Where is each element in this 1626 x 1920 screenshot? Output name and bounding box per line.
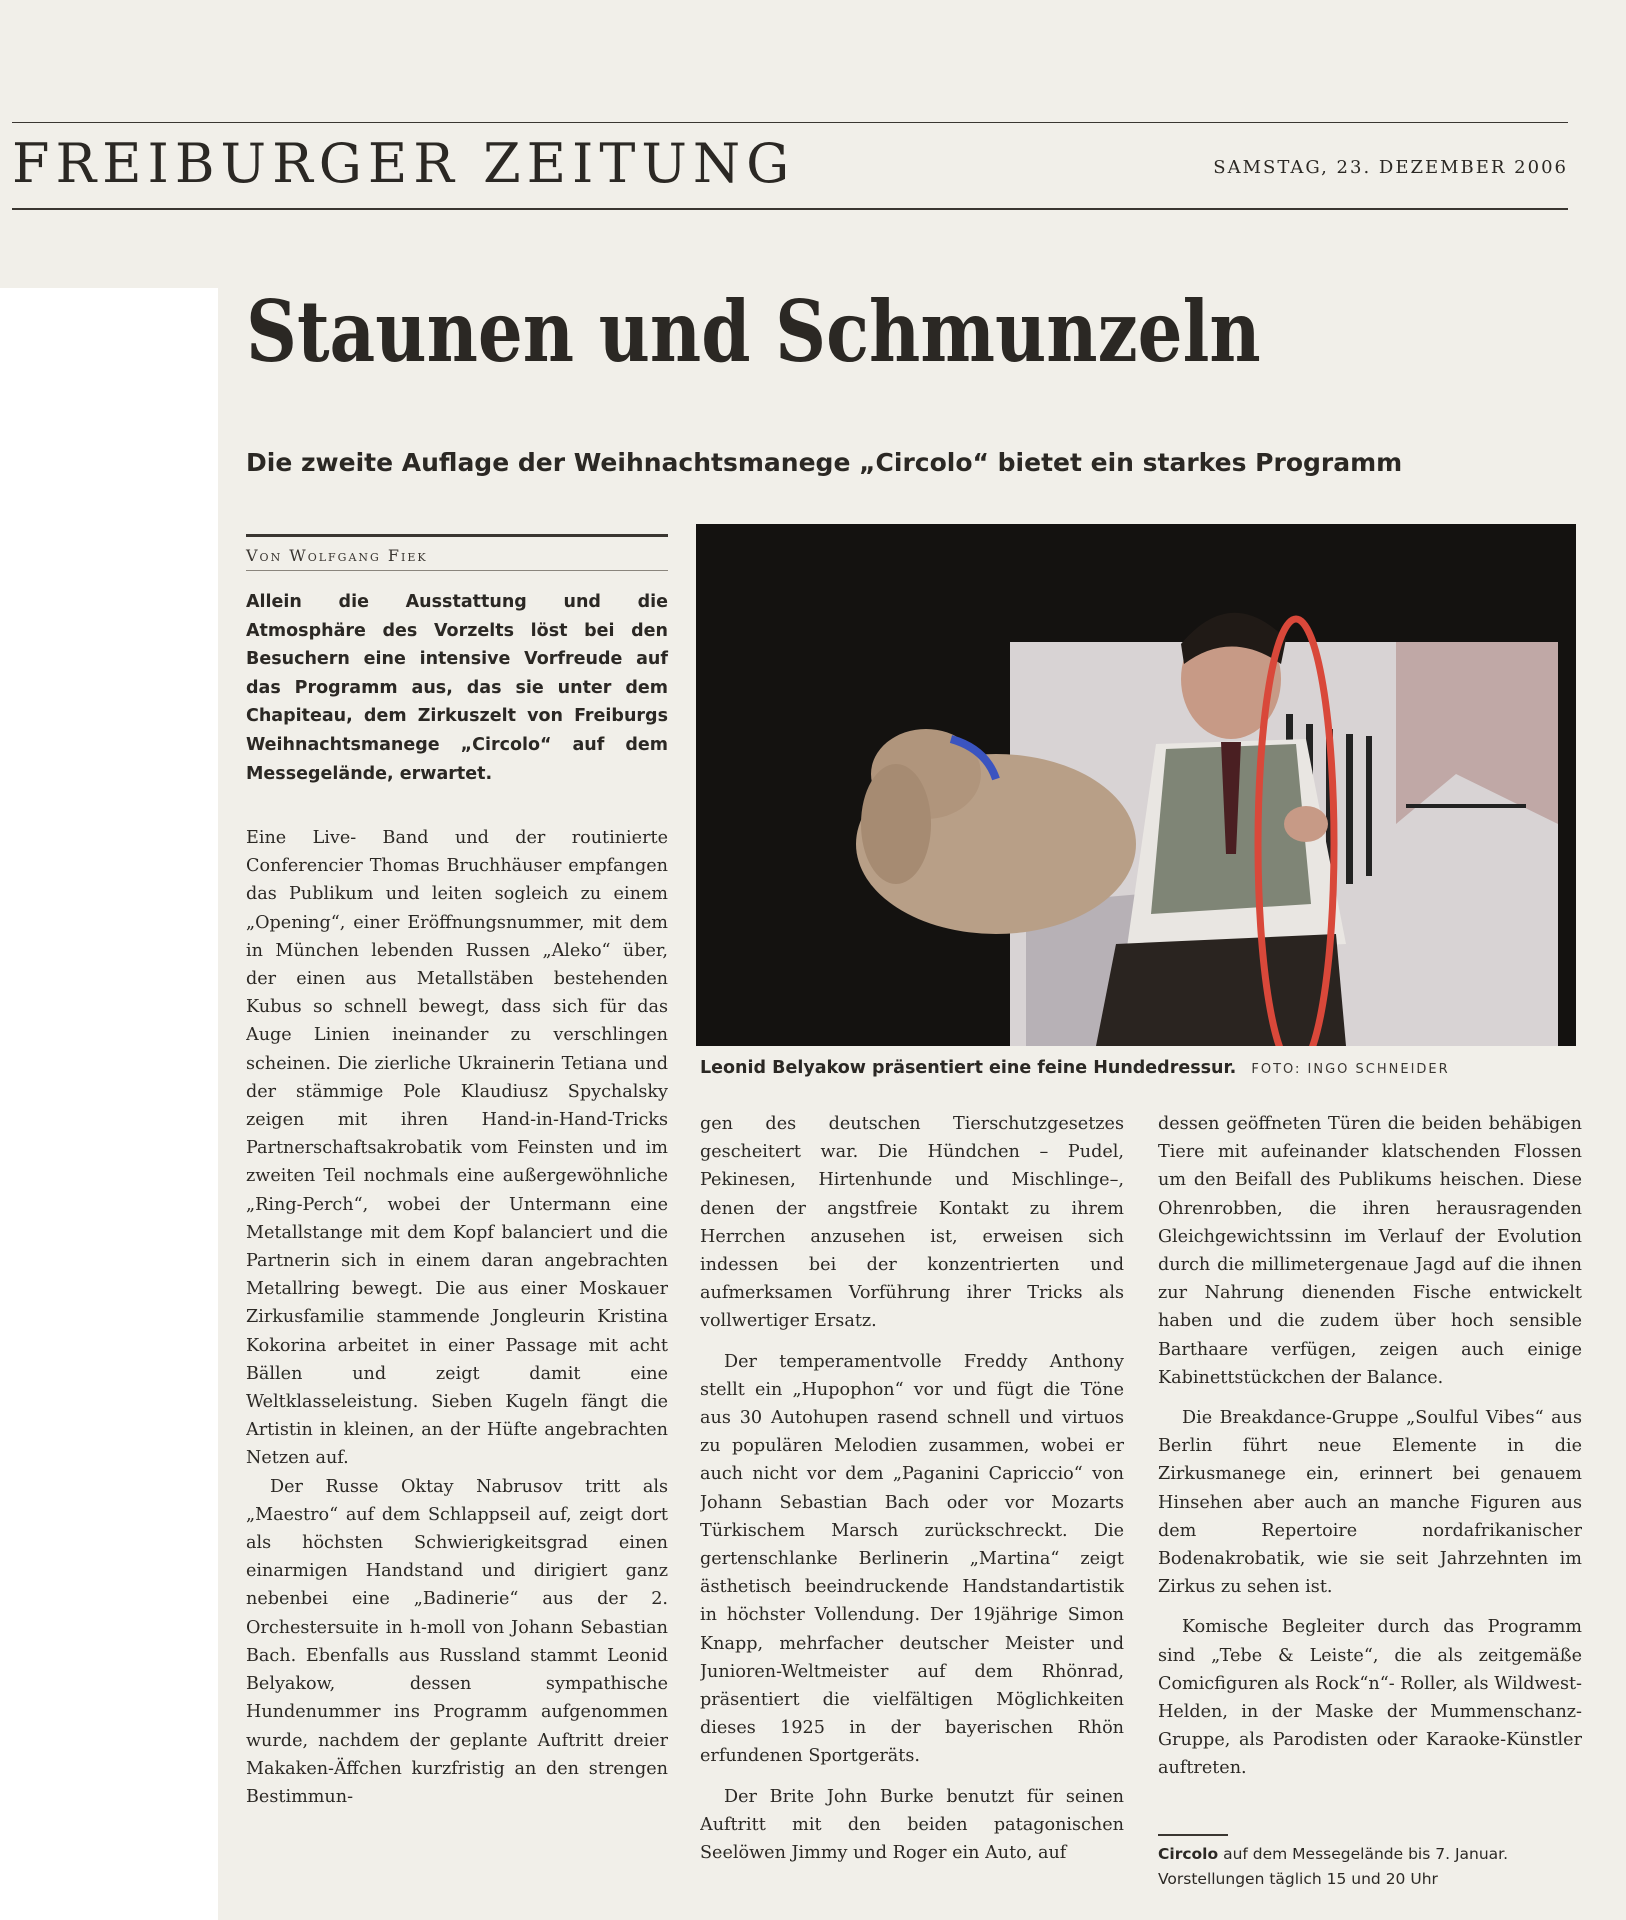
column-2-paragraph: gen des deutschen Tierschutzgesetzes gescheitert war. Die Hündchen – Pudel, Pekinesen, Hirtenhunde und Mischlinge–, denen der angstfreie Kontakt zu ihrem Herrchen anzusehen ist, erweisen sich indessen bei der konzentrierten und aufmerksamen Vorführung ihrer Tricks als vollwertiger Ersatz. bbox=[700, 1114, 1124, 1332]
event-title: Circolo bbox=[1158, 1845, 1219, 1863]
column-3-paragraph: Komische Begleiter durch das Programm sind „Tebe & Leiste“, die als zeitgemäße Comicfiguren als Rock“n“- Roller, als Wildwest-Helden, in der Maske der Mummenschanz-Gruppe, als Parodisten oder Karaoke-Künstler auftreten. bbox=[1158, 1617, 1582, 1779]
article-column-2 bbox=[700, 1110, 1124, 1920]
article-byline: Von Wolfgang Fiek bbox=[246, 546, 428, 565]
column-2-paragraph: Der Brite John Burke benutzt für seinen Auftritt mit den beiden patagonischen Seelöwen Jimmy und Roger ein Auto, auf bbox=[700, 1786, 1124, 1864]
photo-credit: FOTO: INGO SCHNEIDER bbox=[1251, 1062, 1450, 1077]
photo-caption bbox=[700, 1058, 1580, 1078]
byline-rule bbox=[246, 534, 668, 537]
article-lead: Allein die Ausstattung und die Atmosphäre des Vorzelts löst bei den Besuchern eine intensive Vorfreude auf das Programm aus, das sie unter dem Chapiteau, dem Zirkuszelt von Freiburgs Weihnachtsmanege „Circolo“ auf dem Messegelände, erwartet. bbox=[246, 592, 668, 784]
event-info-line-1 bbox=[1158, 1842, 1588, 1867]
event-info-box bbox=[1158, 1842, 1588, 1892]
column-1-paragraph: Der Russe Oktay Nabrusov tritt als „Maestro“ auf dem Schlappseil auf, zeigt dort als höchsten Schwierigkeitsgrad einen einarmigen Handstand und dirigiert ganz nebenbei eine „Badinerie“ aus der 2. Orchestersuite in h-moll von Johann Sebastian Bach. Ebenfalls aus Russland stammt Leonid Belyakow, dessen sympathische Hundenummer ins Programm aufgenommen wurde, nachdem der geplante Auftritt dreier Makaken-Äffchen kurzfristig an den strengen Bestimmun- bbox=[246, 1476, 668, 1807]
issue-date: SAMSTAG, 23. DEZEMBER 2006 bbox=[1213, 157, 1568, 178]
column-3-paragraph: Die Breakdance-Gruppe „Soulful Vibes“ aus Berlin führt neue Elemente in die Zirkusmanege ein, erinnert bei genauem Hinsehen aber auch an manche Figuren aus dem Repertoire nordafrikanischer Bodenakrobatik, wie sie seit Jahrzehnten im Zirkus zu sehen ist. bbox=[1158, 1408, 1582, 1598]
masthead-bottom-rule bbox=[12, 208, 1568, 210]
column-3-paragraph: dessen geöffneten Türen die beiden behäbigen Tiere mit aufeinander klatschenden Flossen um den Beifall des Publikums heischen. Diese Ohrenrobben, die ihren herausragenden Gleichgewichtssinn im Verlauf der Evolution durch die millimetergenaue Jagd auf die ihnen zur Nahrung dienenden Fische entwickelt haben und die zudem über hoch sensible Barthaare verfügen, zeigen auch einige Kabinettstückchen der Balance. bbox=[1158, 1114, 1582, 1388]
article-photo bbox=[696, 524, 1576, 1046]
event-dates: auf dem Messegelände bis 7. Januar. bbox=[1223, 1845, 1509, 1863]
photo-caption-text: Leonid Belyakow präsentiert eine feine Hundedressur. bbox=[700, 1058, 1237, 1078]
article-column-1 bbox=[246, 824, 668, 1920]
article-headline: Staunen und Schmunzeln bbox=[246, 282, 1261, 381]
circus-photo-illustration bbox=[696, 524, 1576, 1046]
byline-bottom-rule bbox=[246, 570, 668, 571]
masthead-top-rule bbox=[12, 122, 1568, 123]
event-showtimes: Vorstellungen täglich 15 und 20 Uhr bbox=[1158, 1870, 1438, 1888]
info-box-rule bbox=[1158, 1834, 1228, 1836]
column-2-paragraph: Der temperamentvolle Freddy Anthony stellt ein „Hupophon“ vor und fügt die Töne aus 30 Autohupen rasend schnell und virtuos zu populären Melodien zusammen, wobei er auch nicht vor dem „Paganini Capriccio“ von Johann Sebastian Bach oder vor Mozarts Türkischem Marsch zurückschreckt. Die gertenschlanke Berlinerin „Martina“ zeigt ästhetisch beeindruckende Handstandartistik in höchster Vollendung. Der 19jährige Simon Knapp, mehrfacher deutscher Meister und Junioren-Weltmeister auf dem Rhönrad, präsentiert die vielfältigen Möglichkeiten dieses 1925 in der bayerischen Rhön erfundenen Sportgeräts. bbox=[700, 1351, 1124, 1767]
article-subheadline: Die zweite Auflage der Weihnachtsmanege „Circolo“ bietet ein starkes Programm bbox=[246, 448, 1403, 477]
article-column-3 bbox=[1158, 1110, 1582, 1828]
newspaper-name: FREIBURGER ZEITUNG bbox=[12, 132, 796, 195]
scan-margin bbox=[0, 288, 218, 1920]
column-1-paragraph: Eine Live- Band und der routinierte Conferencier Thomas Bruchhäuser empfangen das Publikum und leiten sogleich zu einem „Opening“, einer Eröffnungsnummer, mit dem in München lebenden Russen „Aleko“ über, der einen aus Metallstäben bestehenden Kubus so schnell bewegt, dass sich für das Auge Linien ineinander zu verschlingen scheinen. Die zierliche Ukrainerin Tetiana und der stämmige Pole Klaudiusz Spychalsky zeigen mit ihren Hand-in-Hand-Tricks Partnerschaftsakrobatik vom Feinsten und im zweiten Teil nochmals eine außergewöhnliche „Ring-Perch“, wobei der Untermann eine Metallstange mit dem Kopf balanciert und die Partnerin sich in einem daran angebrachten Metallring bewegt. Die aus einer Moskauer Zirkusfamilie stammende Jongleurin Kristina Kokorina arbeitet in einer Passage mit acht Bällen und zeigt damit eine Weltklasseleistung. Sieben Kugeln fängt die Artistin in kleinen, an der Hüfte angebrachten Netzen auf. bbox=[246, 828, 668, 1469]
